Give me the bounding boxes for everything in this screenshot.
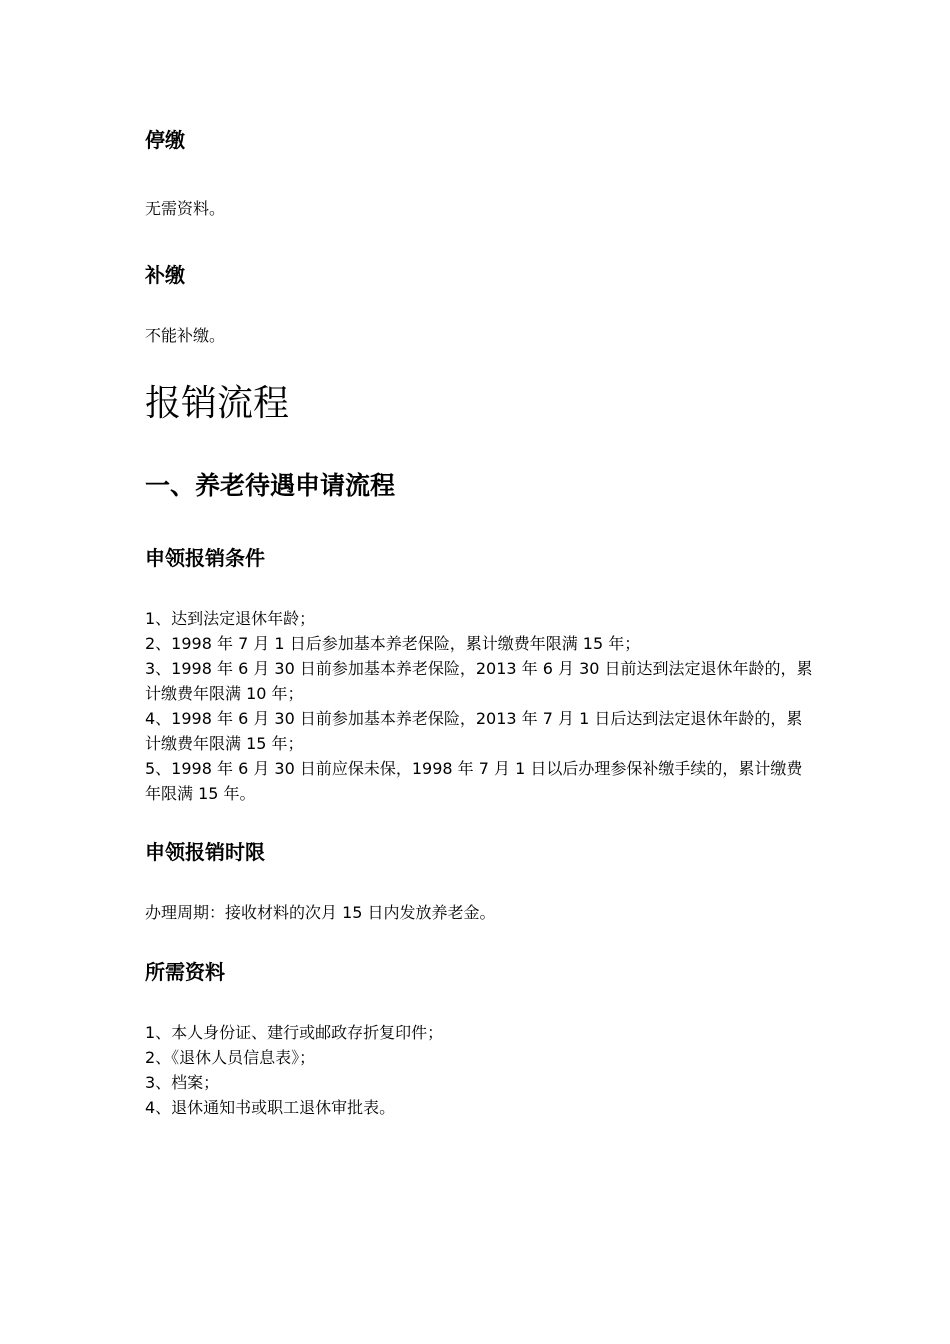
stop-payment-heading: 停缴 [145, 128, 185, 152]
main-title: 报销流程 [145, 383, 290, 424]
materials-list [145, 1020, 815, 1120]
conditions-heading: 申领报销条件 [145, 546, 265, 570]
back-payment-text: 不能补缴。 [145, 326, 226, 345]
list-item: 1、本人身份证、建行或邮政存折复印件； [145, 1023, 444, 1042]
list-item: 4、退休通知书或职工退休审批表。 [145, 1098, 396, 1117]
list-item: 5、1998 年 6 月 30 日前应保未保，1998 年 7 月 1 日以后办理参保补缴手续的，累计缴费年限满 15 年。 [145, 759, 803, 803]
time-limit-text: 办理周期：接收材料的次月 15 日内发放养老金。 [145, 903, 496, 922]
list-item: 3、1998 年 6 月 30 日前参加基本养老保险，2013 年 6 月 30 日前达到法定退休年龄的，累计缴费年限满 10 年； [145, 659, 813, 703]
list-item: 1、达到法定退休年龄； [145, 609, 316, 628]
list-item: 2、《退休人员信息表》； [145, 1048, 316, 1067]
back-payment-heading: 补缴 [145, 263, 185, 287]
list-item: 2、1998 年 7 月 1 日后参加基本养老保险，累计缴费年限满 15 年； [145, 634, 641, 653]
materials-heading: 所需资料 [145, 960, 225, 984]
list-item: 4、1998 年 6 月 30 日前参加基本养老保险，2013 年 7 月 1 日后达到法定退休年龄的，累计缴费年限满 15 年； [145, 709, 803, 753]
list-item: 3、档案； [145, 1073, 220, 1092]
section-title: 一、养老待遇申请流程 [145, 471, 396, 500]
stop-payment-text: 无需资料。 [145, 199, 226, 218]
conditions-list [145, 606, 815, 806]
time-limit-heading: 申领报销时限 [145, 840, 265, 864]
